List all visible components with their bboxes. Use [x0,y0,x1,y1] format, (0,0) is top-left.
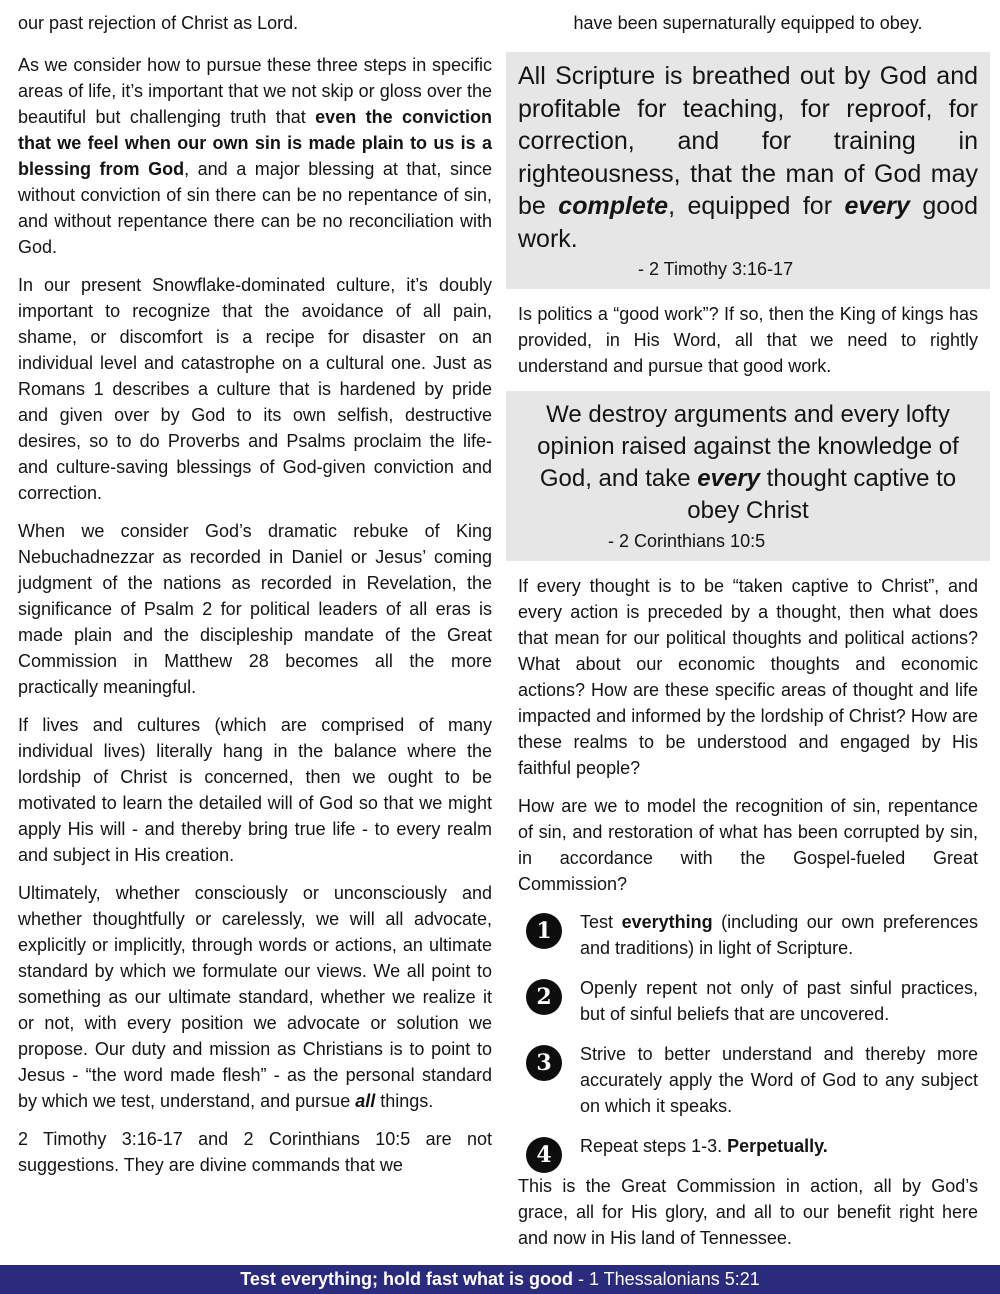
step-item [518,909,978,961]
text-run: (including our own preferences and traditions) in light of Scripture. [580,912,978,958]
step-item [518,1133,978,1168]
text-run: If lives and cultures (which are comprised of many individual lives) literally hang in the balance where the lordship of Christ is concerned, then we ought to be motivated to learn the detailed will of God so that we might apply His will - and thereby bring true life - to every realm and subject in His creation. [18,715,492,865]
text-run: Ultimately, whether consciously or unconsciously and whether thoughtfully or carelessly, we will all advocate, explicitly or implicitly, through words or actions, an ultimate standard by which we formulate our views. We all point to something as our ultimate standard, whether we realize it or not, with every position we advocate or solution we propose. Our duty and mission as Christians is to point to Jesus - “the word made flesh” - as the personal standard by which we test, understand, and pursue [18,883,492,1111]
scripture-reference: - 2 Timothy 3:16-17 [638,259,794,279]
paragraph [18,712,492,868]
step-text [580,909,978,961]
footer-banner [0,1265,1000,1294]
step-number-badge: 4 [526,1137,562,1173]
step-item [518,975,978,1027]
scripture-quote-text [518,399,978,527]
text-run: things. [375,1091,434,1111]
step-text [580,1133,978,1159]
paragraph [18,272,492,506]
footer-motto: Test everything; hold fast what is good [240,1269,573,1289]
text-run: thought captive to obey Christ [687,465,957,524]
step-number-badge: 3 [526,1045,562,1081]
text-run: In our present Snowflake-dominated culture, it’s doubly important to recognize that the avoidance of all pain, shame, or discomfort is a recipe for disaster on an individual level and catastrophe on a cultural one. Just as Romans 1 describes a culture that is hardened by pride and given over by God to its own selfish, destructive desires, so to do Proverbs and Psalms proclaim the life- and culture-saving blessings of God-given conviction and correction. [18,275,492,503]
emphasis-text: Perpetually. [727,1136,828,1156]
steps-list [518,909,978,1168]
step-number-badge: 2 [526,979,562,1015]
text-run: Openly repent not only of past sinful practices, but of sinful beliefs that are uncovered. [580,978,978,1024]
text-run: , equipped for [668,192,845,220]
text-run: Repeat steps 1-3. [580,1136,728,1156]
emphasis-text: even the conviction that we feel when our own sin is made plain to us is a blessing from God [18,107,492,179]
text-run: When we consider God’s dramatic rebuke of King Nebuchadnezzar as recorded in Daniel or Jesus’ coming judgment of the nations as recorded in Revelation, the significance of Psalm 2 for political leaders of all eras is made plain and the discipleship mandate of the Great Commission in Matthew 28 becomes all the more practically meaningful. [18,521,492,697]
emphasis-text: all [355,1091,376,1111]
paragraph [18,10,492,36]
text-run: 2 Timothy 3:16-17 and 2 Corinthians 10:5 are not suggestions. They are divine commands that we [18,1129,492,1175]
closing-paragraph: This is the Great Commission in action, all by God’s grace, all for His glory, and all to our benefit right here and now in His land of Tennessee. [518,1176,978,1248]
right-column [518,10,978,1263]
emphasis-text: every [697,465,761,492]
paragraph [18,880,492,1114]
scripture-quote-box [506,52,990,289]
text-run: our past rejection of Christ as Lord. [18,13,299,33]
text-run: good work. [518,192,978,253]
text-run: , and a major blessing at that, since without conviction of sin there can be no repentance of sin, and without repentance there can be no reconciliation with God. [18,159,492,257]
text-run: We destroy arguments and every lofty opinion raised against the knowledge of God, and take [537,401,959,492]
paragraph: How are we to model the recognition of sin, repentance of sin, and restoration of what has been corrupted by sin, in accordance with the Gospel-fueled Great Commission? [518,796,978,894]
text-run: Test [580,912,622,932]
step-text [580,975,978,1027]
paragraph: have been supernaturally equipped to obey. [573,13,923,33]
paragraph [18,518,492,700]
text-run: All Scripture is breathed out by God and profitable for teaching, for reproof, for correction, and for training in righteousness, that the man of God may be [518,62,978,220]
paragraph [18,1126,492,1178]
paragraph: Is politics a “good work”? If so, then the King of kings has provided, in His Word, all that we need to rightly understand and pursue that good work. [518,304,978,376]
step-item [518,1041,978,1119]
paragraph [18,52,492,260]
footer-reference: - 1 Thessalonians 5:21 [572,1269,760,1289]
emphasis-text: complete [558,192,669,220]
scripture-quote-text [518,60,978,255]
left-column [18,10,492,1190]
emphasis-text: every [844,192,910,220]
scripture-reference: - 2 Corinthians 10:5 [608,531,766,551]
emphasis-text: everything [621,912,713,932]
step-number-badge: 1 [526,913,562,949]
text-run: As we consider how to pursue these three steps in specific areas of life, it’s important that we not skip or gloss over the beautiful but challenging truth that [18,55,492,127]
paragraph: If every thought is to be “taken captive to Christ”, and every action is preceded by a thought, then what does that mean for our political thoughts and political actions? What about our economic thoughts and economic actions? How are these specific areas of thought and life impacted and informed by the lordship of Christ? How are these realms to be understood and engaged by His faithful people? [518,576,978,778]
text-run: Strive to better understand and thereby more accurately apply the Word of God to any subject on which it speaks. [580,1044,978,1116]
scripture-quote-box [506,391,990,561]
step-text [580,1041,978,1119]
